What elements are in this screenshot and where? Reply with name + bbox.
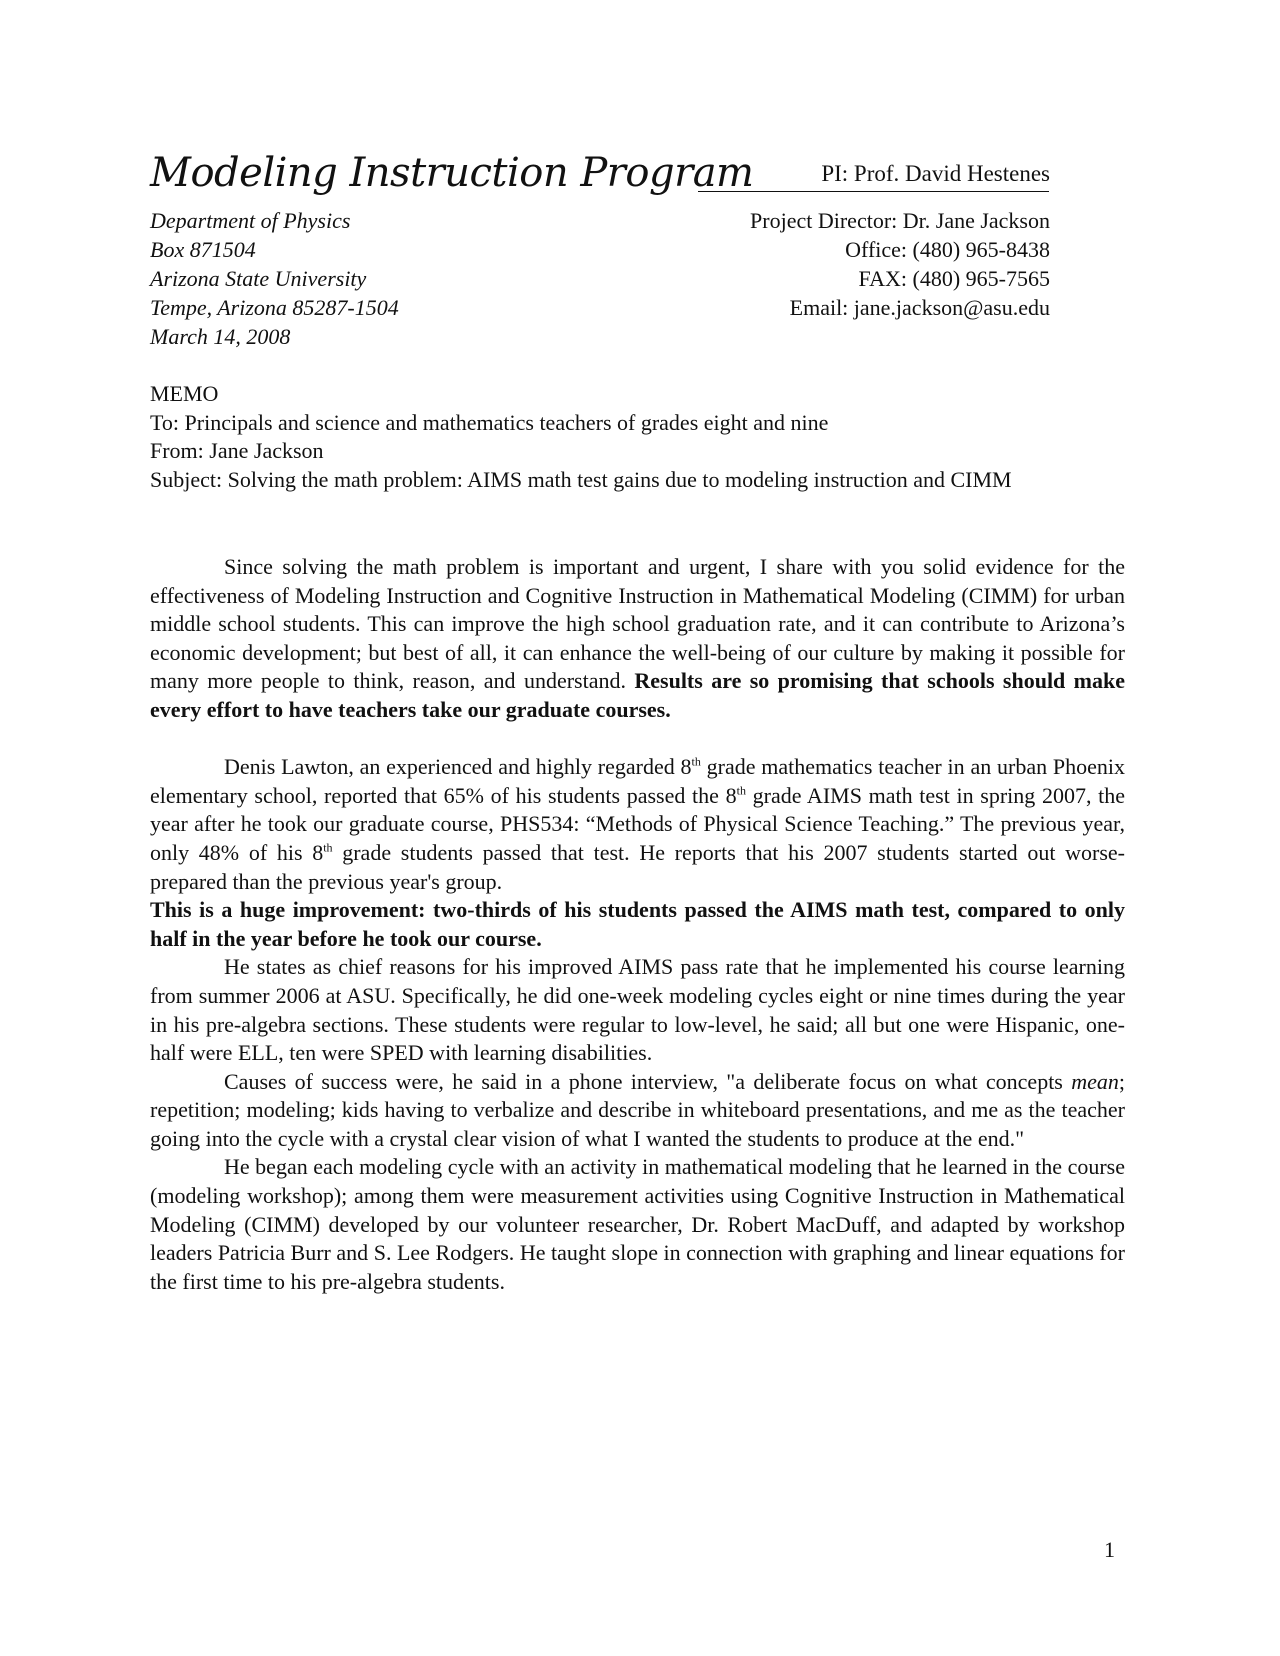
paragraph-3-emphasis: This is a huge improvement: two-thirds of his students passed the AIMS math test, compared to only half in the year before he took our course. xyxy=(150,897,1125,951)
address-block xyxy=(150,206,399,351)
paragraph-6: He began each modeling cycle with an activity in mathematical modeling that he learned in the course (modeling workshop); among them were measurement activities using Cognitive Instruction in Mathematical Modeling (CIMM) developed by our volunteer researcher, Dr. Robert MacDuff, and adapted by workshop leaders Patricia Burr and S. Lee Rodgers. He taught slope in connection with graphing and linear equations for the first time to his pre-algebra students. xyxy=(150,1154,1125,1294)
paragraph-5-text-a: Causes of success were, he said in a phone interview, "a deliberate focus on what concepts xyxy=(224,1068,1072,1094)
memo-header xyxy=(150,380,1125,494)
director-contact xyxy=(750,206,1050,322)
paragraph-2-text-a: Denis Lawton, an experienced and highly regarded 8 xyxy=(224,754,692,780)
paragraph-2 xyxy=(150,753,1125,896)
email-address: Email: jane.jackson@asu.edu xyxy=(789,295,1050,320)
office-phone: Office: (480) 965-8438 xyxy=(845,237,1050,262)
paragraph-1 xyxy=(150,553,1125,725)
paragraph-5 xyxy=(150,1068,1125,1154)
memo-date: March 14, 2008 xyxy=(150,324,291,349)
paragraph-3 xyxy=(150,896,1125,953)
paragraph-2-text-b: grade mathematics teacher in an urban Phoenix elementary school, reported that 65% of his students passed the 8 xyxy=(150,754,1125,808)
memo-subject: Subject: Solving the math problem: AIMS math test gains due to modeling instruction and CIMM xyxy=(150,466,1012,492)
memo-to: To: Principals and science and mathematics teachers of grades eight and nine xyxy=(150,409,829,435)
pi-name: PI: Prof. David Hestenes xyxy=(821,161,1050,186)
paragraph-2-text-c: grade AIMS math test in spring 2007, the year after he took our graduate course, PHS534: “Methods of Physical Science Teaching.” The previous year, only 48% of his 8 xyxy=(150,782,1125,865)
ordinal-suffix: th xyxy=(691,754,701,769)
city-state: Tempe, Arizona 85287-1504 xyxy=(150,295,399,320)
box-number: Box 871504 xyxy=(150,237,256,262)
letterhead xyxy=(150,148,1050,198)
paragraph-5-text-b: ; repetition; modeling; kids having to verbalize and describe in whiteboard presentations, and me as the teacher going into the cycle with a crystal clear vision of what I wanted the students to produce at the end." xyxy=(150,1068,1125,1151)
program-title: Modeling Instruction Program xyxy=(150,150,754,196)
paragraph-1-text: Since solving the math problem is important and urgent, I share with you solid evidence for the effectiveness of Modeling Instruction and Cognitive Instruction in Mathematical Modeling (CIMM) for urban middle school students. This can improve the high school graduation rate, and it can contribute to Arizona’s economic development; but best of all, it can enhance the well-being of our culture by making it possible for many more people to think, reason, and understand. xyxy=(150,554,1125,694)
department: Department of Physics xyxy=(150,208,351,233)
paragraph-1-emphasis: Results are so promising that schools should make every effort to have teachers take our graduate courses. xyxy=(150,668,1126,722)
ordinal-suffix: th xyxy=(323,840,333,855)
ordinal-suffix: th xyxy=(736,783,746,798)
paragraph-5-italic: mean xyxy=(1071,1068,1119,1094)
memo-from: From: Jane Jackson xyxy=(150,438,324,463)
paragraph-4: He states as chief reasons for his improved AIMS pass rate that he implemented his course learning from summer 2006 at ASU. Specifically, he did one-week modeling cycles eight or nine times during the year in his pre-algebra sections. These students were regular to low-level, he said; all but one were Hispanic, one-half were ELL, ten were SPED with learning disabilities. xyxy=(150,954,1125,1066)
memo-body xyxy=(150,553,1125,1296)
university: Arizona State University xyxy=(150,266,367,291)
fax-number: FAX: (480) 965-7565 xyxy=(858,266,1050,291)
page-number: 1 xyxy=(1104,1537,1115,1562)
project-director: Project Director: Dr. Jane Jackson xyxy=(750,208,1050,233)
paragraph-2-text-d: grade students passed that test. He reports that his 2007 students started out worse-prepared than the previous year's group. xyxy=(150,839,1125,894)
memo-label: MEMO xyxy=(150,381,219,406)
